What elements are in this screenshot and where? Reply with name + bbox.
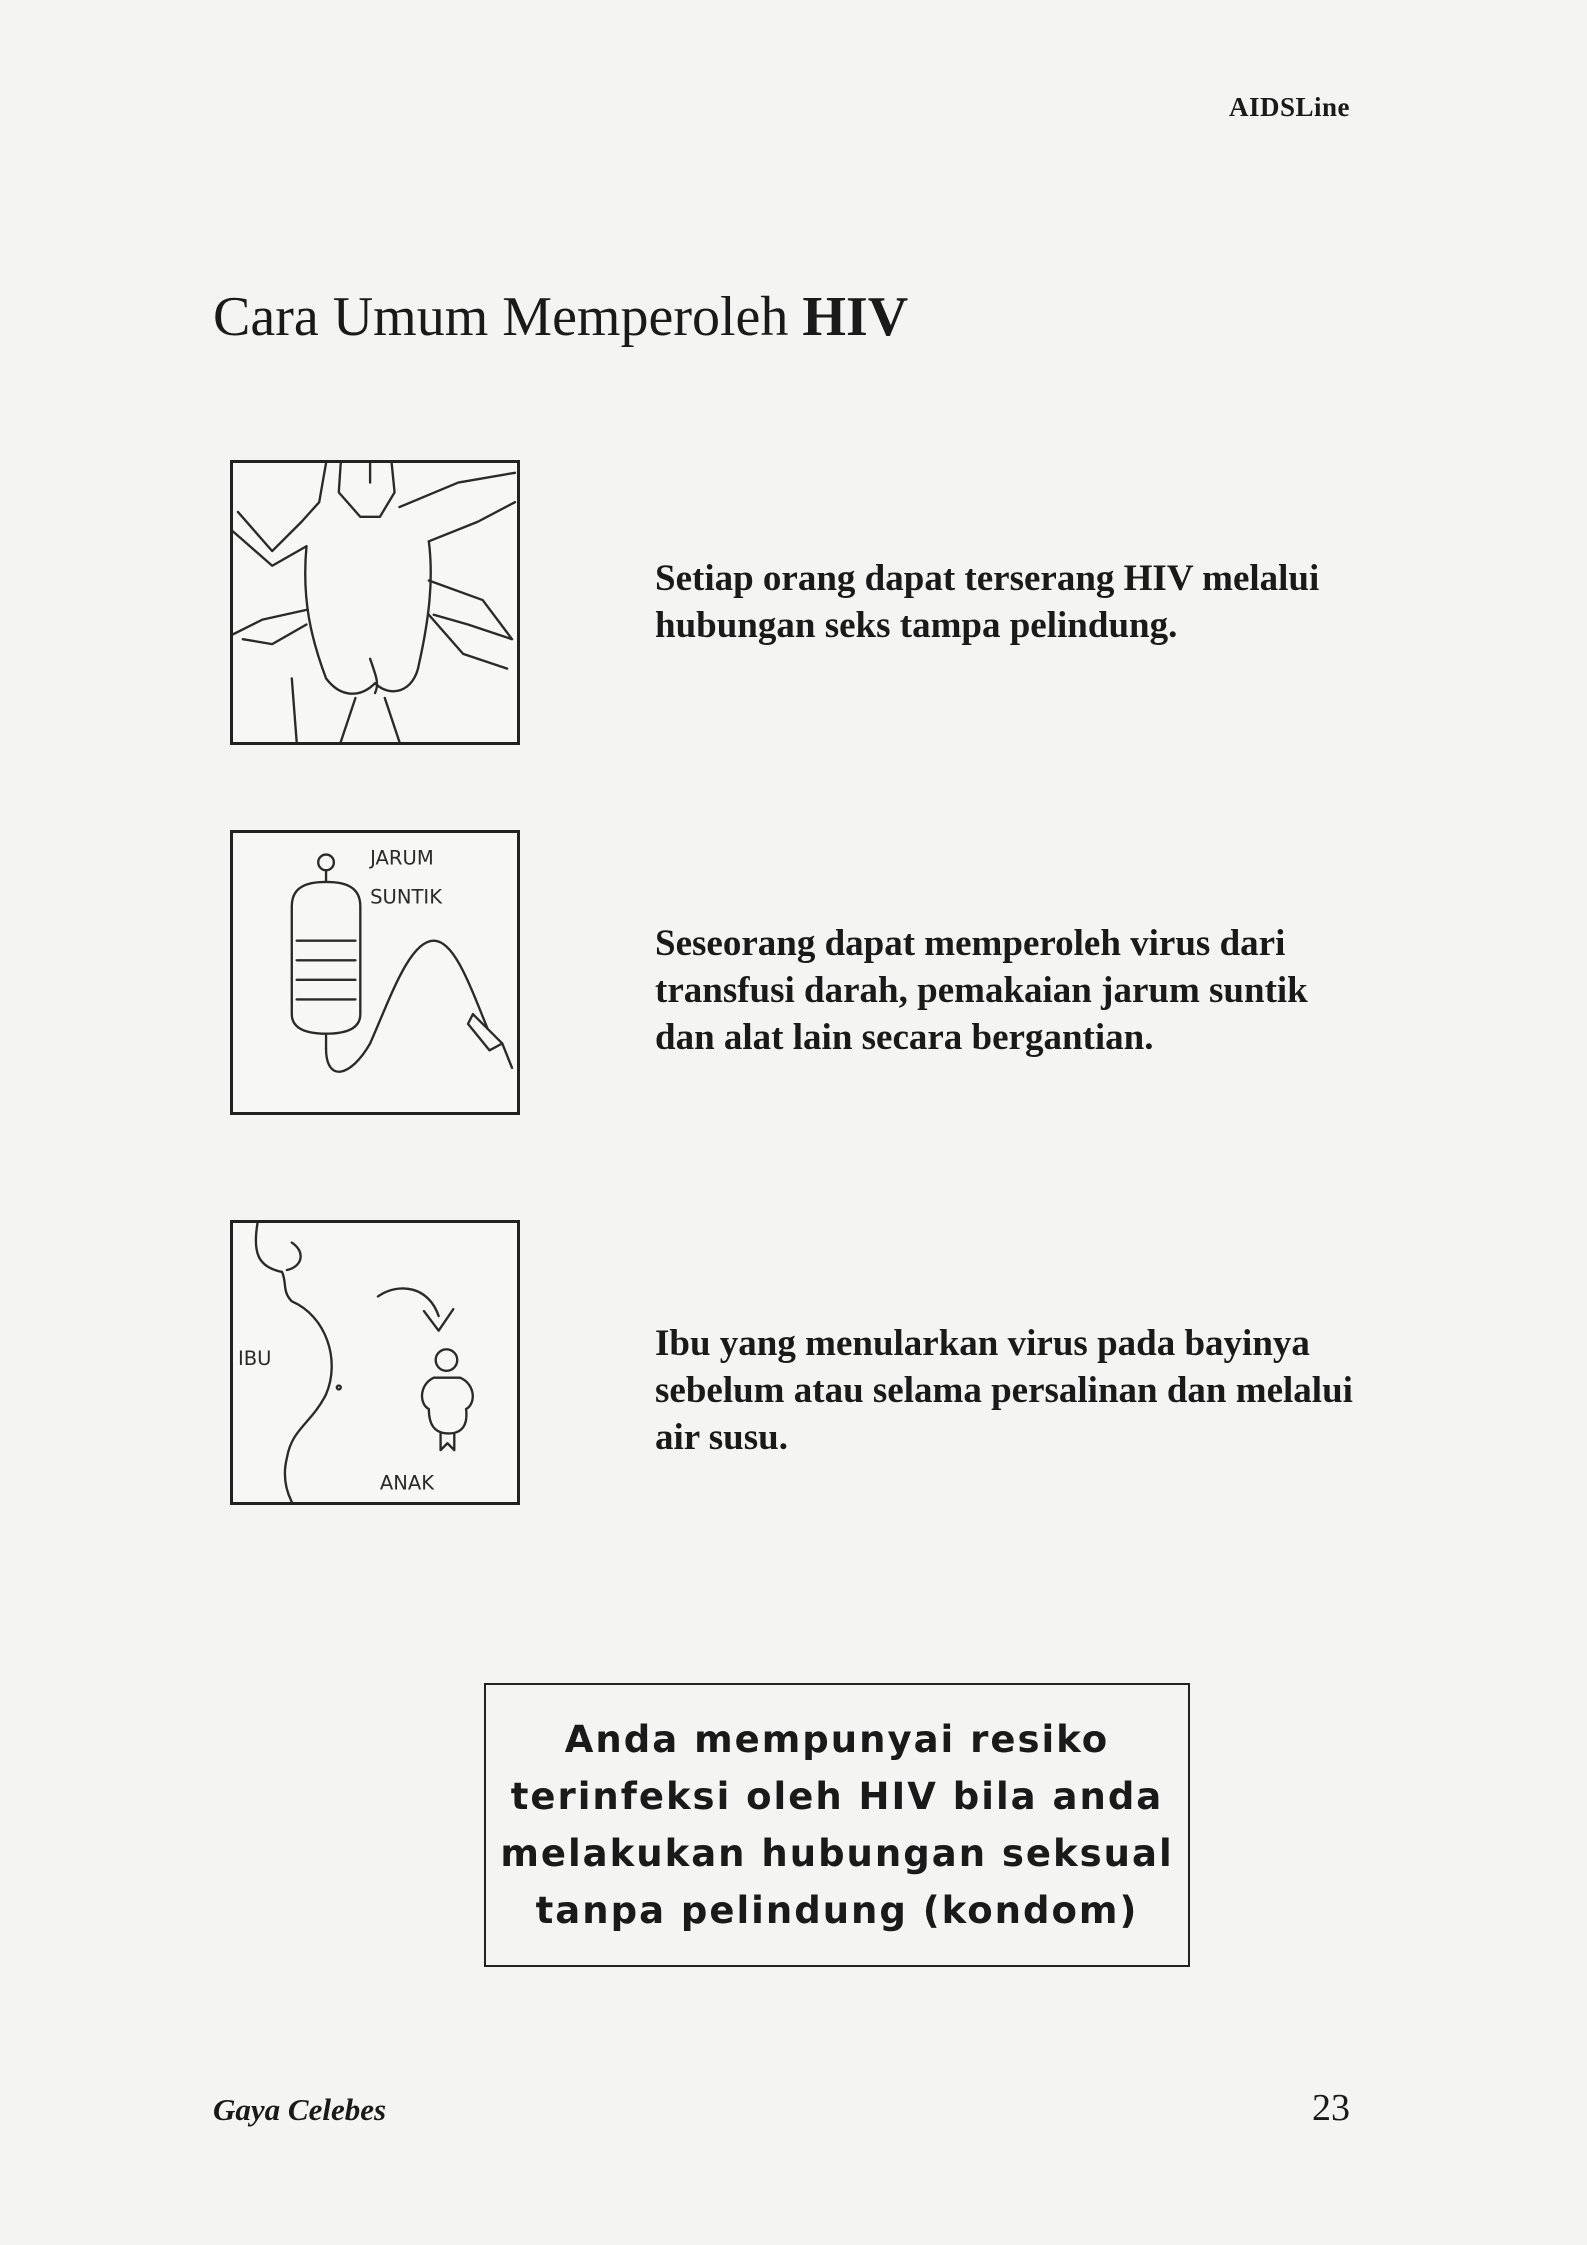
caption-mother-to-child: Ibu yang menularkan virus pada bayinya sebelum atau selama persalinan dan melalui air susu. [655,1323,1353,1458]
child-label: ANAK [379,1471,435,1495]
caption-sexual-contact: Setiap orang dapat terserang HIV melalui hubungan seks tampa pelindung. [655,558,1320,646]
footer-publisher: Gaya Celebes [213,2092,387,2127]
page-number: 23 [1312,2087,1350,2129]
page-title-text: Cara Umum Memperoleh [213,286,803,348]
mother-child-icon [233,1223,517,1502]
page-title [213,285,908,349]
blood-bag-syringe-icon [233,833,517,1112]
running-header: AIDSLine [1228,92,1350,122]
mother-label: IBU [237,1346,272,1370]
risk-notice-text: Anda mempunyai resiko terinfeksi oleh HIV bila anda melakukan hubungan seksual tanpa pelindung (kondom) [500,1718,1174,1932]
couple-icon [233,463,517,742]
mother-child-illustration [230,1220,520,1505]
needle-label-2: SUNTIK [370,885,443,909]
needle-label-1: JARUM [370,846,434,870]
page-title-emphasis: HIV [802,286,909,348]
couple-illustration [230,460,520,745]
caption-transfusion: Seseorang dapat memperoleh virus dari transfusi darah, pemakaian jarum suntik dan alat lain secara bergantian. [655,923,1308,1058]
risk-notice-box [484,1683,1190,1967]
transfusion-illustration [230,830,520,1115]
